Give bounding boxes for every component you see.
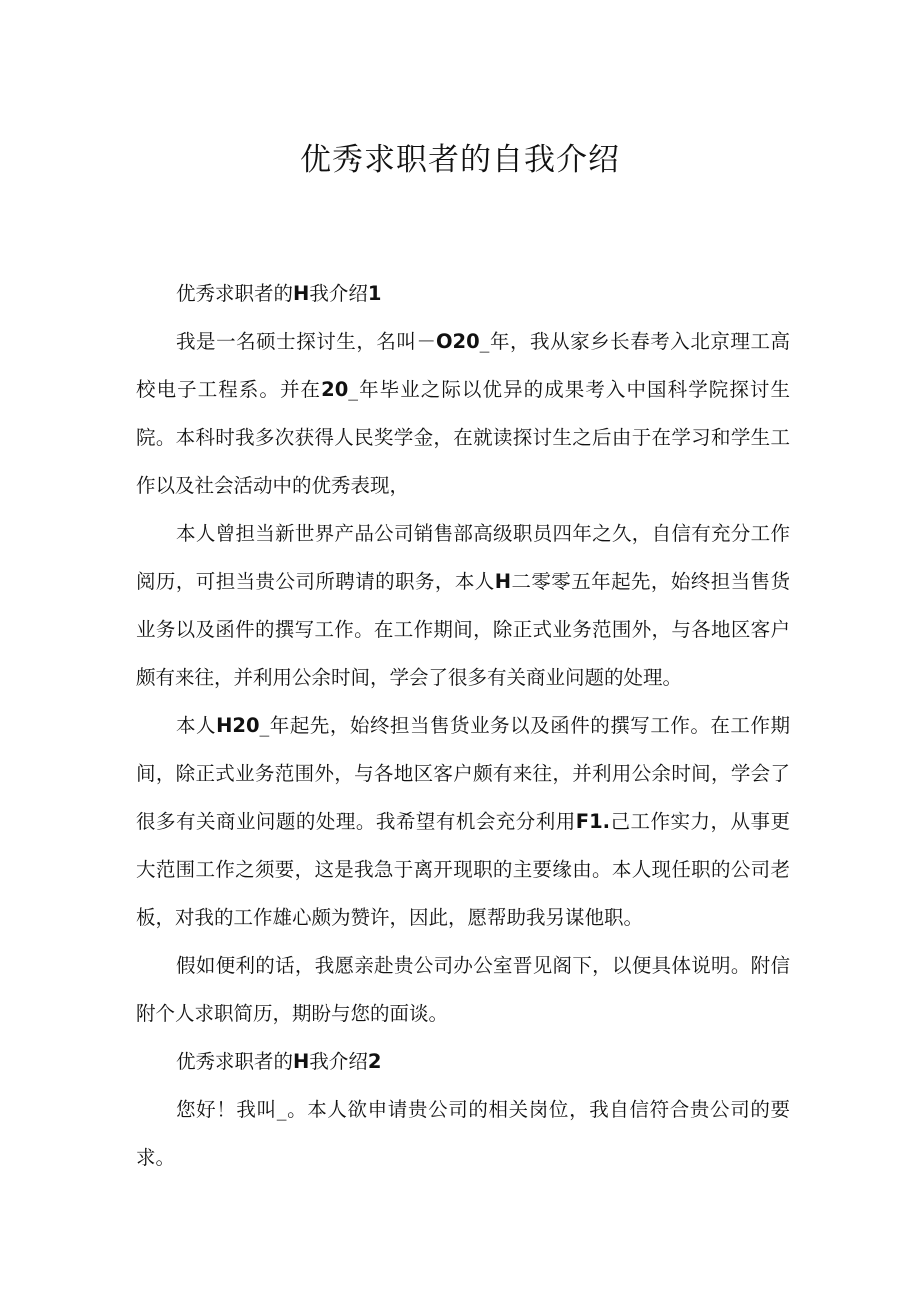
paragraph-2 <box>136 510 790 702</box>
heading-text: 优秀求职者的 <box>176 282 294 305</box>
paragraph-text: 我是一名硕士探讨生，名叫－ <box>176 330 436 353</box>
paragraph-text: 本人曾担当新世界产品公司销售部高级职员四年之久，自信有充分工作阅历，可担当贵公司所聘请的职务，本人 <box>136 522 790 593</box>
paragraph-text: 假如便利的话，我愿亲赴贵公司办公室晋见阁下，以便具体说明。附信附个人求职简历，期盼与您的面谈。 <box>136 954 790 1025</box>
heading-number: 2 <box>367 1050 382 1073</box>
document-title: 优秀求职者的自我介绍 <box>300 142 620 178</box>
paragraph-bold-text: O20 <box>435 330 480 353</box>
heading-text: 优秀求职者的 <box>176 1050 294 1073</box>
paragraph-bold-text: H <box>494 570 512 593</box>
document-body <box>136 270 790 1182</box>
paragraph-text: 本人 <box>176 714 217 737</box>
heading-number: 1 <box>367 282 382 305</box>
paragraph-bold-text: 20 <box>321 378 349 401</box>
heading-bold-char: H <box>293 282 310 305</box>
paragraph-4 <box>136 942 790 1038</box>
paragraph-text: 己工作实力，从事更大范围工作之须要，这是我急于离开现职的主要缘由。本人现任职的公司老板，对我的工作雄心颇为赞许，因此，愿帮助我另谋他职。 <box>136 810 790 929</box>
heading-text: 我介绍 <box>309 1050 368 1073</box>
paragraph-bold-text: H20 <box>216 714 260 737</box>
paragraph-5 <box>136 1086 790 1182</box>
paragraph-text: _年起先，始终担当售货业务以及函件的撰写工作。在工作期间，除正式业务范围外，与各地区客户颇有来往，并利用公余时间，学会了很多有关商业问题的处理。我希望有机会充分利用 <box>136 714 790 833</box>
paragraph-bold-text: F1. <box>575 810 611 833</box>
paragraph-1 <box>136 318 790 510</box>
paragraph-text: 您好！我叫_。本人欲申请贵公司的相关岗位，我自信符合贵公司的要求。 <box>136 1098 790 1169</box>
paragraph-3 <box>136 702 790 942</box>
paragraph-text: _年，我从家乡长春考入北京理工高校电子工程系。并在 <box>136 330 790 401</box>
heading-text: 我介绍 <box>309 282 368 305</box>
paragraph-text: 二零零五年起先，始终担当售货业务以及函件的撰写工作。在工作期间，除正式业务范围外，与各地区客户颇有来往，并利用公余时间，学会了很多有关商业问题的处理。 <box>136 570 790 689</box>
section-heading-1 <box>136 270 790 318</box>
paragraph-text: _年毕业之际以优异的成果考入中国科学院探讨生院。本科时我多次获得人民奖学金，在就读探讨生之后由于在学习和学生工作以及社会活动中的优秀表现， <box>136 378 790 497</box>
heading-bold-char: H <box>293 1050 310 1073</box>
section-heading-2 <box>136 1038 790 1086</box>
